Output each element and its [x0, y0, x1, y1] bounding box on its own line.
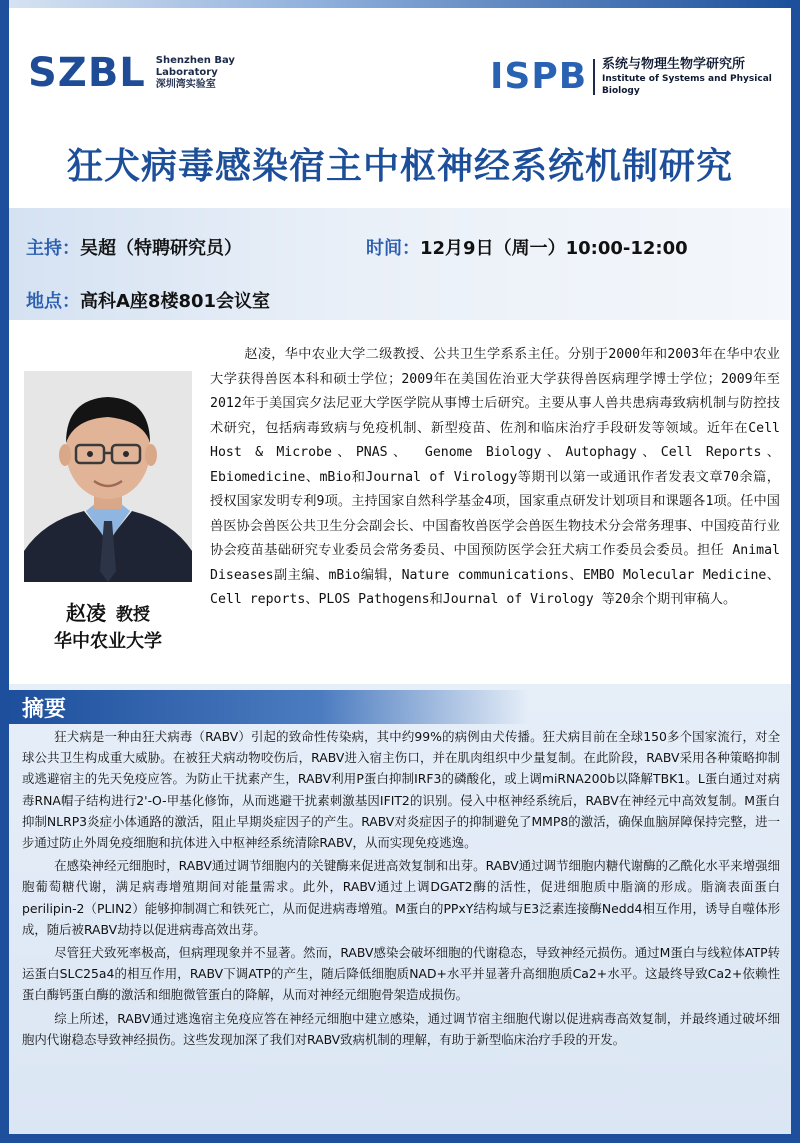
speaker-photo — [24, 371, 192, 582]
speaker-bio: 赵凌，华中农业大学二级教授、公共卫生学系系主任。分别于2000年和2003年在华中农业大学获得兽医本科和硕士学位；2009年在美国佐治亚大学获得兽医病理学博士学位；2009年至2012年于美国宾夕法尼亚大学医学院从事博士后研究。主要从事人兽共患病毒致病机制与防控技术研究，包括病毒致病与免疫机制、新型疫苗、佐剂和临床治疗手段研发等领域。近年在Cell Host & Microbe、PNAS、 Genome Biology、Autophagy、Cell Reports、Ebiomedicine、mBio和Journal of Virology等期刊以第一或通讯作者发表文章70余篇，授权国家发明专利9项。主持国家自然科学基金4项，国家重点研发计划项目和课题各1项。任中国兽医协会兽医公共卫生分会副会长、中国畜牧兽医学会兽医生物技术分会常务理事、中国疫苗行业协会疫苗基础研究专业委员会常务委员、中国预防医学会狂犬病工作委员会委员。担任 Animal Diseases副主编、mBio编辑，Nature communications、EMBO Molecular Medicine、Cell reports、PLOS Pathogens和Journal of Virology 等20余个期刊审稿人。 — [210, 347, 780, 607]
abstract-paragraph: 狂犬病是一种由狂犬病毒（RABV）引起的致命性传染病，其中约99%的病例由犬传播。狂犬病目前在全球150多个国家流行，对全球公共卫生构成重大威胁。在被狂犬病动物咬伤后，RABV进入宿主伤口，并在肌肉组织中少量复制。在此阶段，RABV采用各种策略抑制或逃避宿主的先天免疫应答。为防止干扰素产生，RABV利用P蛋白抑制IRF3的磷酸化，或上调miRNA200b以降解TBK1。L蛋白通过对病毒RNA帽子结构进行2'-O-甲基化修饰，从而逃避干扰素刺激基因IFIT2的识别。侵入中枢神经系统后，RABV在神经元中高效复制。M蛋白抑制NLRP3炎症小体通路的激活，阻止早期炎症因子的产生。RABV对炎症因子的抑制避免了MMP8的激活，确保血脑屏障保持完整，进一步通过防止外周免疫细胞和抗体进入中枢神经系统清除RABV，从而实现免疫逃逸。 — [22, 729, 780, 851]
abstract-heading: 摘要 — [22, 697, 67, 722]
host-value: 吴超（特聘研究员） — [80, 238, 242, 259]
szbl-logo — [28, 50, 235, 96]
abstract-paragraph: 尽管狂犬致死率极高，但病理现象并不显著。然而，RABV感染会破坏细胞的代谢稳态，导致神经元损伤。通过M蛋白与线粒体ATP转运蛋白SLC25a4的相互作用，RABV下调ATP的产生，随后降低细胞质NAD+水平并显著升高细胞质Ca2+水平。这最终导致Ca2+依赖性蛋白酶钙蛋白酶的激活和细胞微管蛋白的降解，从而对神经元细胞骨架造成损伤。 — [22, 945, 780, 1003]
top-border — [0, 0, 800, 8]
speaker-institution: 华中农业大学 — [54, 631, 162, 652]
ispb-name-cn: 系统与物理生物学研究所 — [602, 57, 746, 72]
speaker-name: 赵凌 — [66, 601, 106, 625]
ispb-logo-mark: ISPB — [490, 55, 588, 97]
portrait-illustration — [24, 371, 192, 582]
abstract-paragraph: 综上所述，RABV通过逃逸宿主免疫应答在神经元细胞中建立感染，通过调节宿主细胞代谢以促进病毒高效复制，并最终通过破坏细胞内代谢稳态导致神经损伤。这些发现加深了我们对RABV致病机制的理解，有助于新型临床治疗手段的开发。 — [22, 1010, 780, 1047]
ispb-divider — [593, 59, 595, 95]
host-line — [26, 234, 242, 260]
time-label: 时间： — [366, 238, 420, 259]
szbl-logo-text — [156, 55, 235, 91]
abstract-heading-bar — [9, 690, 529, 724]
abstract-paragraph: 在感染神经元细胞时，RABV通过调节细胞内的关键酶来促进高效复制和出芽。RABV通过调节细胞内糖代谢酶的乙酰化水平来增强细胞葡萄糖代谢，满足病毒增殖期间对能量需求。此外，RABV通过上调DGAT2酶的活性，促进细胞质中脂滴的形成。脂滴表面蛋白perilipin-2（PLIN2）能够抑制凋亡和铁死亡，从而促进病毒增殖。M蛋白的PPxY结构域与E3泛素连接酶Nedd4相互作用，诱导自噬体形成，随后被RABV劫持以促进病毒高效出芽。 — [22, 858, 780, 937]
szbl-logo-mark: SZBL — [28, 50, 146, 96]
ispb-logo-text — [602, 56, 800, 97]
speaker-name-line — [24, 597, 192, 626]
place-value: 高科A座8楼801会议室 — [80, 291, 271, 312]
szbl-name-cn: 深圳湾实验室 — [155, 79, 216, 90]
ispb-logo — [490, 56, 800, 97]
ispb-name-en: Institute of Systems and Physical Biology — [602, 74, 772, 96]
host-label: 主持： — [26, 238, 80, 259]
abstract-body — [22, 726, 780, 1052]
time-value: 12月9日（周一）10:00-12:00 — [420, 238, 688, 259]
szbl-name-en-2: Laboratory — [155, 67, 218, 78]
seminar-title: 狂犬病毒感染宿主中枢神经系统机制研究 — [66, 146, 733, 187]
time-line — [366, 234, 688, 260]
szbl-name-en-1: Shenzhen Bay — [155, 55, 235, 66]
bottom-border — [0, 1134, 800, 1143]
speaker-title: 教授 — [116, 605, 150, 625]
place-line — [26, 287, 270, 313]
place-label: 地点： — [26, 291, 80, 312]
